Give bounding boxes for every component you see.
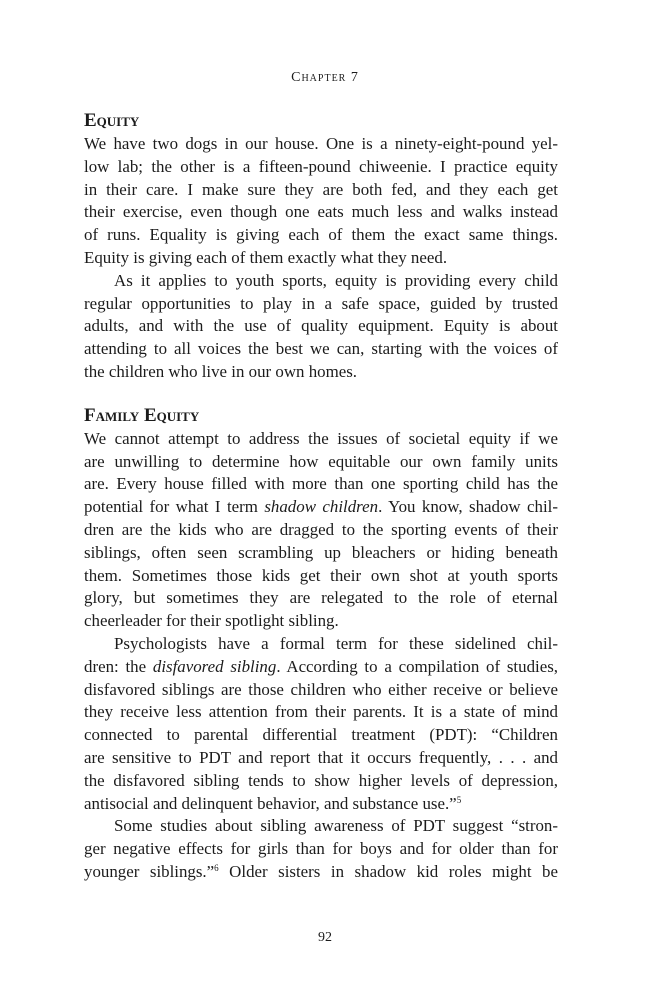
text-line: they receive less attention from their parents. It is a state of mind [84, 702, 558, 722]
text-line: them. Sometimes those kids get their own shot at youth sports [84, 565, 558, 585]
text-line [84, 496, 558, 519]
text-line: the disfavored sibling tends to show higher levels of depression, [84, 770, 558, 790]
body-text [84, 109, 558, 884]
text-line: Equity is giving each of them exactly what they need. [84, 247, 448, 267]
text-line: dren are the kids who are dragged to the sporting events of their [84, 519, 558, 539]
text-line: cheerleader for their spotlight sibling. [84, 611, 339, 631]
text-line: We have two dogs in our house. One is a ninety-eight-pound yel- [84, 134, 558, 153]
paragraph-disfavored-sibling [84, 633, 558, 815]
italic-term: disfavored sibling [152, 656, 277, 676]
paragraph-youth-sports [84, 270, 558, 384]
text-line: attending to all voices the best we can, starting with the voices of [84, 339, 558, 359]
text-run: . According to a compilation of studies, [276, 656, 558, 676]
paragraph-dogs [84, 133, 558, 270]
text-line: Some studies about sibling awareness of PDT suggest “stron- [114, 816, 558, 836]
text-line: connected to parental differential treatment (PDT): “Children [84, 725, 558, 745]
text-run: younger siblings.” [84, 861, 215, 881]
text-run: Older sisters in shadow kid roles might be [218, 861, 558, 881]
text-line: adults, and with the use of quality equipment. Equity is about [84, 316, 558, 336]
italic-term: shadow children [264, 497, 379, 517]
page-number: 92 [318, 930, 332, 945]
text-run: dren: the [84, 656, 153, 676]
text-line [84, 793, 558, 816]
text-line: their exercise, even though one eats much less and walks instead [84, 202, 558, 222]
running-head: Chapter 7 [291, 70, 359, 85]
paragraph-sibling-awareness [84, 815, 558, 883]
text-line [84, 656, 558, 679]
text-line: regular opportunities to play in a safe space, guided by trusted [84, 293, 558, 313]
text-run: . You know, shadow chil- [378, 497, 558, 517]
text-line: the children who live in our own homes. [84, 361, 358, 381]
text-line: Psychologists have a formal term for these sidelined chil- [114, 633, 558, 653]
text-line: low lab; the other is a fifteen-pound chiweenie. I practice equity [84, 156, 558, 176]
section-heading-equity: Equity [84, 110, 140, 131]
text-line: are. Every house filled with more than one sporting child has the [84, 474, 558, 494]
text-line: siblings, often seen scrambling up bleachers or hiding beneath [84, 542, 558, 562]
text-line: are unwilling to determine how equitable our own family units [84, 451, 558, 471]
section-heading-family-equity: Family Equity [84, 404, 200, 426]
text-line [84, 861, 558, 884]
text-line: As it applies to youth sports, equity is providing every child [114, 270, 558, 290]
paragraph-shadow-children [84, 428, 558, 633]
footnote-marker[interactable]: 5 [456, 794, 462, 805]
text-line: We cannot attempt to address the issues of societal equity if we [84, 428, 558, 448]
footnote-marker[interactable]: 6 [214, 862, 219, 873]
text-run: potential for what I term [84, 497, 265, 517]
text-line: ger negative effects for girls than for boys and for older than for [84, 839, 558, 859]
text-line: glory, but sometimes they are relegated to the role of eternal [84, 588, 558, 608]
text-line: are sensitive to PDT and report that it occurs frequently, . . . and [84, 747, 558, 767]
text-run: antisocial and delinquent behavior, and substance use.” [84, 793, 457, 813]
text-line: of runs. Equality is giving each of them the exact same things. [84, 225, 558, 245]
text-line: disfavored siblings are those children who either receive or believe [84, 679, 558, 699]
text-line: in their care. I make sure they are both fed, and they each get [84, 179, 558, 199]
